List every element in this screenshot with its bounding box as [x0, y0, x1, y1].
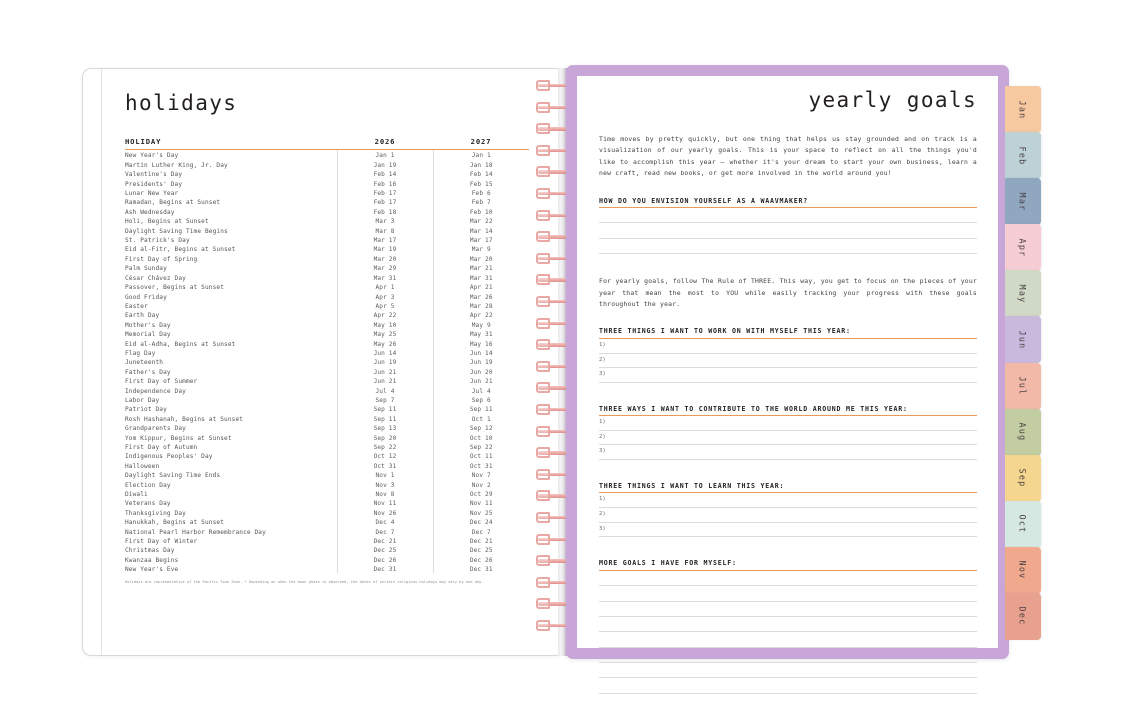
more-goals-write-lines[interactable]: [599, 571, 977, 694]
holiday-date-2027: Jan 1: [433, 150, 529, 160]
holiday-name: Rosh Hashanah, Begins at Sunset: [125, 415, 244, 423]
table-row: [125, 235, 529, 244]
table-row: [125, 451, 529, 460]
write-line[interactable]: [599, 586, 977, 601]
holiday-name: Christmas Day: [125, 547, 175, 555]
holiday-date-2027: Dec 25: [433, 545, 529, 554]
holiday-date-2027: Jun 21: [433, 376, 529, 385]
holiday-date-2026: Mar 29: [337, 263, 433, 272]
holiday-name: Eid al-Adha, Begins at Sunset: [125, 340, 236, 348]
holiday-name: Lunar New Year: [125, 190, 179, 198]
table-row: [125, 319, 529, 328]
table-row: [125, 159, 529, 168]
table-row: [125, 385, 529, 394]
month-tab-mar[interactable]: [1005, 178, 1041, 225]
holiday-name: New Year's Day: [125, 152, 179, 160]
table-row: [125, 225, 529, 234]
holiday-name: Daylight Saving Time Ends: [125, 472, 221, 480]
holiday-date-2026: May 10: [337, 319, 433, 328]
write-line[interactable]: [599, 239, 977, 254]
holiday-date-2026: Jun 21: [337, 376, 433, 385]
holiday-date-2026: Oct 12: [337, 451, 433, 460]
holiday-date-2026: Apr 1: [337, 282, 433, 291]
column-header-2027: 2027: [433, 137, 529, 150]
goal-entry-line[interactable]: 1): [599, 416, 977, 431]
goal-entry-line[interactable]: 1): [599, 493, 977, 508]
month-tab-label: May: [1018, 284, 1028, 304]
month-tab-sep[interactable]: [1005, 455, 1041, 502]
holiday-name: Ash Wednesday: [125, 208, 175, 216]
holiday-date-2027: Mar 17: [433, 235, 529, 244]
holiday-date-2027: Sep 6: [433, 395, 529, 404]
holiday-name: Thanksgiving Day: [125, 509, 186, 517]
write-line[interactable]: [599, 663, 977, 678]
intro-paragraph: Time moves by pretty quickly, but one thing that helps us stay grounded and on track is a visualization of our yearly goals. This is your space to reflect on all the things you'd like to accomplish this year — whether it's your dream to start your own business, learn a new craft, read new books, or get more involved in the world around you!: [599, 135, 977, 178]
goal-sections: [599, 327, 977, 559]
holidays-footnote: Holidays are representative of the Pacific Time Zone. • Depending on when the moon phase is observed, the dates of certain religious holidays may vary by one day.: [125, 580, 484, 585]
holiday-date-2027: Mar 28: [433, 301, 529, 310]
table-row: [125, 206, 529, 215]
month-tab-nov[interactable]: [1005, 547, 1041, 594]
holiday-date-2026: Nov 11: [337, 498, 433, 507]
holiday-name: Halloween: [125, 462, 160, 470]
holiday-date-2026: Apr 5: [337, 301, 433, 310]
table-row: [125, 517, 529, 526]
holiday-date-2027: Nov 25: [433, 507, 529, 516]
holiday-date-2027: Oct 29: [433, 489, 529, 498]
holiday-date-2026: Mar 8: [337, 225, 433, 234]
table-row: [125, 150, 529, 160]
holiday-name: First Day of Summer: [125, 378, 198, 386]
holiday-date-2027: Jan 18: [433, 159, 529, 168]
holiday-name: Martin Luther King, Jr. Day: [125, 161, 228, 169]
table-row: [125, 442, 529, 451]
holiday-date-2026: Sep 7: [337, 395, 433, 404]
table-row: [125, 310, 529, 319]
holiday-name: St. Patrick's Day: [125, 237, 190, 245]
table-row: [125, 301, 529, 310]
holiday-date-2026: Dec 7: [337, 526, 433, 535]
holiday-date-2027: Dec 31: [433, 564, 529, 573]
write-line[interactable]: [599, 678, 977, 693]
holiday-name: Patriot Day: [125, 406, 167, 414]
holiday-date-2027: Dec 26: [433, 554, 529, 563]
holiday-name: Ramadan, Begins at Sunset: [125, 199, 221, 207]
holiday-date-2026: Nov 26: [337, 507, 433, 516]
month-tab-label: Feb: [1018, 146, 1028, 166]
goal-entry-line[interactable]: 2): [599, 354, 977, 369]
holiday-name: César Chávez Day: [125, 274, 186, 282]
month-tab-jun[interactable]: [1005, 316, 1041, 363]
month-tab-label: Aug: [1018, 422, 1028, 442]
month-tab-label: Jul: [1018, 376, 1028, 396]
right-page-yearly-goals: [577, 76, 998, 648]
holiday-name: Valentine's Day: [125, 171, 183, 179]
holiday-date-2026: Mar 20: [337, 253, 433, 262]
holidays-table-body: [125, 150, 529, 574]
table-row: [125, 489, 529, 498]
page-margin-line: [101, 69, 102, 655]
holiday-date-2027: Oct 10: [433, 432, 529, 441]
holiday-date-2026: Apr 3: [337, 291, 433, 300]
holiday-name: Easter: [125, 302, 148, 310]
table-row: [125, 536, 529, 545]
holiday-date-2027: Jun 20: [433, 366, 529, 375]
holiday-name: Yom Kippur, Begins at Sunset: [125, 434, 232, 442]
holiday-name: First Day of Winter: [125, 538, 198, 546]
holiday-date-2027: Dec 21: [433, 536, 529, 545]
holiday-date-2027: Sep 12: [433, 423, 529, 432]
table-row: [125, 244, 529, 253]
holiday-date-2026: Sep 13: [337, 423, 433, 432]
right-page-cover: [566, 65, 1009, 659]
holiday-name: Holi, Begins at Sunset: [125, 218, 209, 226]
holiday-name: Mother's Day: [125, 321, 171, 329]
holiday-date-2026: Dec 4: [337, 517, 433, 526]
holiday-date-2026: Feb 17: [337, 188, 433, 197]
holiday-date-2027: Feb 15: [433, 178, 529, 187]
holiday-date-2027: Jun 14: [433, 348, 529, 357]
holiday-date-2026: Nov 8: [337, 489, 433, 498]
holiday-date-2027: Sep 11: [433, 404, 529, 413]
holiday-name: National Pearl Harbor Remembrance Day: [125, 528, 266, 536]
month-tab-apr[interactable]: [1005, 224, 1041, 271]
holiday-date-2026: Feb 14: [337, 169, 433, 178]
table-row: [125, 470, 529, 479]
holiday-date-2026: Nov 3: [337, 479, 433, 488]
holiday-date-2026: Jul 4: [337, 385, 433, 394]
holiday-date-2026: May 25: [337, 329, 433, 338]
holiday-name: Election Day: [125, 481, 171, 489]
column-header-holiday: HOLIDAY: [125, 137, 337, 150]
goal-entry-line[interactable]: 3): [599, 523, 977, 538]
holiday-date-2027: Mar 26: [433, 291, 529, 300]
table-row: [125, 479, 529, 488]
holiday-name: Father's Day: [125, 368, 171, 376]
holiday-name: Juneteenth: [125, 359, 164, 367]
holiday-name: Daylight Saving Time Begins: [125, 227, 228, 235]
table-row: [125, 197, 529, 206]
month-tab-jul[interactable]: [1005, 363, 1041, 410]
table-row: [125, 423, 529, 432]
holiday-date-2027: May 9: [433, 319, 529, 328]
holiday-name: Hanukkah, Begins at Sunset: [125, 519, 225, 527]
table-row: [125, 554, 529, 563]
holiday-date-2026: Sep 22: [337, 442, 433, 451]
table-row: [125, 432, 529, 441]
holiday-date-2026: Jun 21: [337, 366, 433, 375]
holiday-name: First Day of Spring: [125, 255, 198, 263]
holiday-date-2026: Jun 14: [337, 348, 433, 357]
holiday-date-2026: Dec 26: [337, 554, 433, 563]
table-row: [125, 545, 529, 554]
table-row: [125, 404, 529, 413]
holiday-name: Earth Day: [125, 312, 160, 320]
table-row: [125, 526, 529, 535]
rule-of-three-paragraph: For yearly goals, follow The Rule of THREE. This way, you get to focus on the pieces of your year that mean the most to YOU while easily tracking your progress with these goals throughout the year.: [599, 277, 977, 309]
table-row: [125, 338, 529, 347]
table-row: [125, 498, 529, 507]
holiday-date-2027: Jun 19: [433, 357, 529, 366]
holiday-date-2026: Jan 1: [337, 150, 433, 160]
table-row: [125, 169, 529, 178]
goal-section-heading: THREE THINGS I WANT TO LEARN THIS YEAR:: [599, 482, 977, 494]
more-goals-heading: MORE GOALS I HAVE FOR MYSELF:: [599, 559, 977, 571]
holidays-table-head: [125, 137, 529, 150]
goal-entry-line[interactable]: 3): [599, 445, 977, 460]
write-line[interactable]: [599, 602, 977, 617]
holiday-date-2026: Feb 17: [337, 197, 433, 206]
holiday-date-2027: Feb 14: [433, 169, 529, 178]
holiday-date-2027: Dec 24: [433, 517, 529, 526]
month-tab-may[interactable]: [1005, 270, 1041, 317]
goal-section-lines: [599, 416, 977, 460]
table-row: [125, 272, 529, 281]
month-tab-label: Mar: [1018, 192, 1028, 212]
table-row: [125, 564, 529, 573]
holiday-name: Independence Day: [125, 387, 186, 395]
table-row: [125, 329, 529, 338]
page-title-holidays: holidays: [125, 91, 238, 115]
holiday-date-2027: Apr 22: [433, 310, 529, 319]
table-row: [125, 413, 529, 422]
holiday-date-2027: Nov 2: [433, 479, 529, 488]
write-line[interactable]: [599, 617, 977, 632]
holiday-name: Diwali: [125, 491, 148, 499]
holiday-date-2027: Mar 20: [433, 253, 529, 262]
spacer: [599, 460, 977, 482]
holiday-date-2026: Nov 1: [337, 470, 433, 479]
holiday-name: Veterans Day: [125, 500, 171, 508]
holiday-name: Memorial Day: [125, 331, 171, 339]
holiday-date-2027: Dec 7: [433, 526, 529, 535]
month-tab-label: Jan: [1018, 100, 1028, 120]
holiday-date-2026: Sep 20: [337, 432, 433, 441]
goal-section-heading: THREE THINGS I WANT TO WORK ON WITH MYSELF THIS YEAR:: [599, 327, 977, 339]
goal-entry-line[interactable]: 3): [599, 368, 977, 383]
month-tab-jan[interactable]: [1005, 86, 1041, 133]
month-tab-dec[interactable]: [1005, 593, 1041, 640]
holidays-table: [125, 137, 529, 573]
month-tab-strip: [1005, 86, 1045, 639]
table-row: [125, 178, 529, 187]
month-tab-oct[interactable]: [1005, 501, 1041, 548]
envision-heading: HOW DO YOU ENVISION YOURSELF AS A WAAVMAKER?: [599, 197, 977, 209]
holiday-date-2027: Oct 1: [433, 413, 529, 422]
table-row: [125, 291, 529, 300]
holiday-date-2027: Oct 31: [433, 460, 529, 469]
table-header-row: [125, 137, 529, 150]
holiday-date-2027: Oct 11: [433, 451, 529, 460]
table-row: [125, 507, 529, 516]
holiday-date-2027: Sep 22: [433, 442, 529, 451]
table-row: [125, 376, 529, 385]
holiday-name: Grandparents Day: [125, 425, 186, 433]
holiday-date-2026: Dec 25: [337, 545, 433, 554]
holiday-name: Kwanzaa Begins: [125, 556, 179, 564]
holiday-name: Flag Day: [125, 349, 156, 357]
holiday-date-2026: Mar 3: [337, 216, 433, 225]
write-line[interactable]: [599, 648, 977, 663]
holiday-date-2026: Feb 18: [337, 206, 433, 215]
month-tab-label: Jun: [1018, 330, 1028, 350]
holiday-date-2027: Feb 6: [433, 188, 529, 197]
holiday-date-2026: Apr 22: [337, 310, 433, 319]
spacer: [599, 537, 977, 559]
goal-section-lines: [599, 339, 977, 383]
holiday-date-2027: Mar 14: [433, 225, 529, 234]
goal-entry-line[interactable]: 2): [599, 431, 977, 446]
holiday-date-2026: Mar 19: [337, 244, 433, 253]
month-tab-aug[interactable]: [1005, 409, 1041, 456]
table-row: [125, 366, 529, 375]
column-header-2026: 2026: [337, 137, 433, 150]
holiday-name: Palm Sunday: [125, 265, 167, 273]
holiday-date-2026: Dec 31: [337, 564, 433, 573]
holiday-date-2026: Mar 31: [337, 272, 433, 281]
holiday-date-2027: May 16: [433, 338, 529, 347]
holiday-date-2027: May 31: [433, 329, 529, 338]
goal-entry-line[interactable]: 2): [599, 508, 977, 523]
holiday-date-2027: Mar 31: [433, 272, 529, 281]
spacer: [599, 383, 977, 405]
table-row: [125, 395, 529, 404]
left-page-content: [125, 91, 539, 586]
month-tab-label: Oct: [1018, 514, 1028, 534]
holiday-name: New Year's Eve: [125, 566, 179, 574]
goal-entry-line[interactable]: 1): [599, 339, 977, 354]
holiday-date-2026: Feb 16: [337, 178, 433, 187]
write-line[interactable]: [599, 208, 977, 223]
holiday-date-2027: Feb 7: [433, 197, 529, 206]
holiday-name: First Day of Autumn: [125, 444, 198, 451]
holiday-date-2027: Mar 9: [433, 244, 529, 253]
holiday-date-2026: Mar 17: [337, 235, 433, 244]
holiday-name: Presidents' Day: [125, 180, 183, 188]
page-title-yearly-goals: yearly goals: [808, 88, 977, 112]
holiday-date-2027: Nov 7: [433, 470, 529, 479]
holiday-name: Indigenous Peoples' Day: [125, 453, 213, 461]
holiday-date-2027: Mar 21: [433, 263, 529, 272]
holiday-name: Labor Day: [125, 396, 160, 404]
holiday-date-2026: May 26: [337, 338, 433, 347]
table-row: [125, 460, 529, 469]
month-tab-label: Nov: [1018, 560, 1028, 580]
table-row: [125, 348, 529, 357]
holiday-date-2027: Apr 21: [433, 282, 529, 291]
month-tab-label: Apr: [1018, 238, 1028, 258]
holiday-date-2027: Feb 10: [433, 206, 529, 215]
holiday-date-2027: Nov 11: [433, 498, 529, 507]
holiday-name: Good Friday: [125, 293, 167, 301]
holiday-name: Eid al-Fitr, Begins at Sunset: [125, 246, 236, 254]
left-page-holidays: [82, 68, 560, 656]
write-line[interactable]: [599, 571, 977, 586]
goal-section-heading: THREE WAYS I WANT TO CONTRIBUTE TO THE WORLD AROUND ME THIS YEAR:: [599, 405, 977, 417]
holiday-date-2026: Sep 11: [337, 413, 433, 422]
table-row: [125, 263, 529, 272]
goal-section-lines: [599, 493, 977, 537]
holiday-date-2027: Jul 4: [433, 385, 529, 394]
right-page-content: [599, 88, 977, 694]
table-row: [125, 188, 529, 197]
month-tab-label: Dec: [1018, 606, 1028, 626]
write-line[interactable]: [599, 223, 977, 238]
holiday-date-2026: Jun 19: [337, 357, 433, 366]
table-row: [125, 253, 529, 262]
table-row: [125, 357, 529, 366]
spacer: [599, 254, 977, 276]
holiday-date-2027: Mar 22: [433, 216, 529, 225]
envision-write-lines[interactable]: [599, 208, 977, 254]
holiday-date-2026: Jan 19: [337, 159, 433, 168]
month-tab-label: Sep: [1018, 468, 1028, 488]
holiday-date-2026: Sep 11: [337, 404, 433, 413]
holiday-date-2026: Oct 31: [337, 460, 433, 469]
write-line[interactable]: [599, 632, 977, 647]
holiday-date-2026: Dec 21: [337, 536, 433, 545]
month-tab-feb[interactable]: [1005, 132, 1041, 179]
holiday-name: Passover, Begins at Sunset: [125, 284, 225, 292]
table-row: [125, 282, 529, 291]
table-row: [125, 216, 529, 225]
